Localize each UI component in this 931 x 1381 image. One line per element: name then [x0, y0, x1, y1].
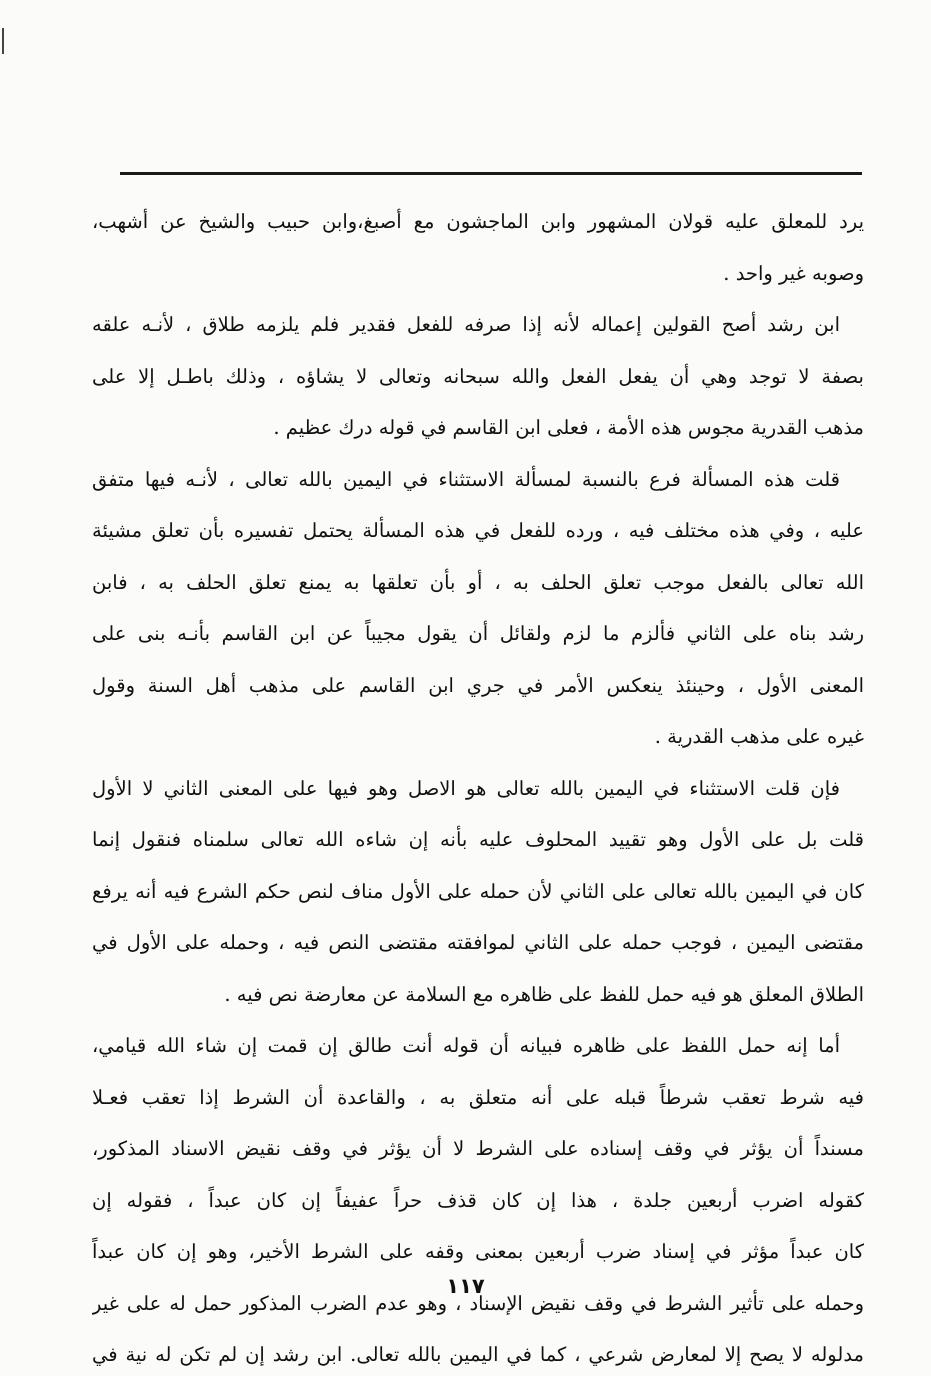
page-number: ١١٧: [446, 1274, 485, 1298]
text-line: غيره على مذهب القدرية .: [654, 725, 864, 748]
scan-edge-mark: [2, 28, 4, 54]
text-line: قلت هذه المسألة فرع بالنسبة لمسألة الاستثناء في اليمين بالله تعالى ، لأنـه فيها متفق: [92, 467, 840, 491]
text-line: يرد للمعلق عليه قولان المشهور وابن الماجشون مع أصبغ،وابن حبيب والشيخ عن أشهب،: [92, 210, 864, 233]
text-line: أما إنه حمل اللفظ على ظاهره فبيانه أن قوله أنت طالق إن قمت إن شاء الله قيامي،: [92, 1034, 840, 1057]
text-line: كان في اليمين بالله تعالى على الثاني لأن حمله على الأول مناف لنص حكم الشرع فيه أنه يرفع: [92, 879, 864, 903]
text-line: كقوله اضرب أربعين جلدة ، هذا إن كان قذف حراً عفيفاً إن كان عبداً ، فقوله إن: [92, 1188, 864, 1212]
text-line: المعنى الأول ، وحينئذ ينعكس الأمر في جري ابن القاسم على مذهب أهل السنة وقول: [92, 673, 864, 697]
text-line: وصوبه غير واحد .: [723, 261, 864, 285]
text-line: عليه ، وفي هذه مختلف فيه ، ورده للفعل في هذه المسألة يحتمل تفسيره بأن تعلق مشيئة: [92, 519, 864, 542]
text-line: مدلوله لا يصح إلا لمعارض شرعي ، كما في اليمين بالله تعالى. ابن رشد إن لم تكن له نية في: [92, 1343, 864, 1366]
text-line: وحمله على تأثير الشرط في وقف نقيض الإسناد ، وهو عدم الضرب المذكور حمل له على غير: [92, 1291, 864, 1315]
text-line: رشد بناه على الثاني فألزم ما لزم ولقائل أن يقول مجيباً عن ابن القاسم بأنـه بنى على: [92, 622, 864, 645]
text-line: كان عبداً مؤثر في إسناد ضرب أربعين بمعنى وقفه على الشرط الأخير، وهو إن كان عبداً: [92, 1240, 864, 1263]
body-text: [92, 196, 864, 1381]
text-line: مسنداً أن يؤثر في وقف إسناده على الشرط لا أن يؤثر في وقف نقيض الاسناد المذكور،: [92, 1137, 864, 1160]
text-line: ابن رشد أصح القولين إعماله لأنه إذا صرفه للفعل فقدير فلم يلزمه طلاق ، لأنـه علقه: [92, 313, 840, 336]
text-line: فيه شرط تعقب شرطاً قبله على أنه متعلق به ، والقاعدة أن الشرط إذا تعقب فعـلا: [92, 1085, 864, 1109]
text-line: فإن قلت الاستثناء في اليمين بالله تعالى هو الاصل وهو فيها على المعنى الثاني لا الأول: [92, 776, 840, 800]
text-line: قلت بل على الأول وهو تقييد المحلوف عليه بأنه إن شاءه الله تعالى سلمناه فنقول إنما: [92, 828, 864, 851]
text-line: مذهب القدرية مجوس هذه الأمة ، فعلى ابن القاسم في قوله درك عظيم .: [273, 416, 864, 439]
text-line: مقتضى اليمين ، فوجب حمله على الثاني لموافقته مقتضى النص فيه ، وحمله على الأول في: [92, 931, 864, 954]
text-line: الطلاق المعلق هو فيه حمل للفظ على ظاهره مع السلامة عن معارضة نص فيه .: [224, 982, 864, 1006]
header-rule: [120, 172, 862, 175]
text-line: بصفة لا توجد وهي أن يفعل الفعل والله سبحانه وتعالى لا يشاؤه ، وذلك باطـل إلا على: [92, 364, 864, 388]
text-line: الله تعالى بالفعل موجب تعلق الحلف به ، أو بأن تعلقها به يمنع تعلق الحلف به ، فابن: [92, 570, 864, 594]
